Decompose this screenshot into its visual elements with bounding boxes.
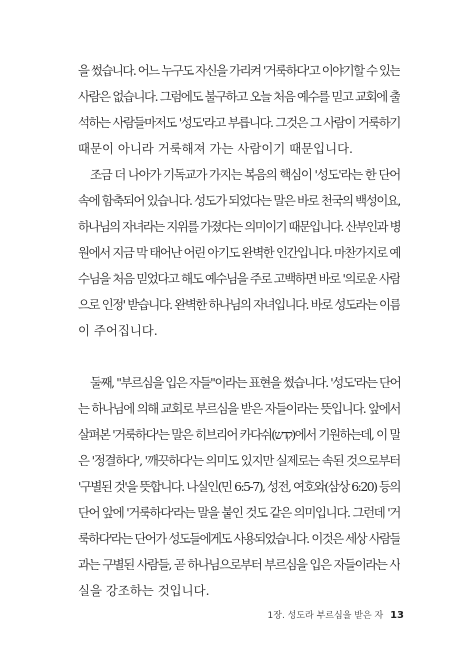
text-line: 이 주어집니다.	[78, 323, 158, 338]
text-line: 수님을 처음 믿었다고 해도 예수님을 주로 고백하면 바로 '의로운 사람	[78, 271, 400, 286]
text-line: 실을 강조하는 것입니다.	[78, 583, 210, 598]
text-line: 하나님의 자녀라는 지위를 가졌다는 의미이기 때문입니다. 산부인과 병	[78, 219, 400, 234]
page-footer	[268, 608, 404, 621]
text-line: 석하는 사람들마저도 '성도'라고 부릅니다. 그것은 그 사람이 거룩하기	[78, 115, 400, 130]
text-line: 조금 더 나아가 기독교가 가지는 복음의 핵심이 '성도'라는 한 단어	[90, 167, 400, 182]
text-line: 살펴본 '거룩하다'는 말은 히브리어 카다쉬(קדש)에서 기원하는데, 이 말	[78, 427, 400, 442]
text-line: 사람은 없습니다. 그럼에도 불구하고 오늘 처음 예수를 믿고 교회에 출	[78, 89, 400, 104]
text-line: 속에 함축되어 있습니다. 성도가 되었다는 말은 바로 천국의 백성이요,	[78, 193, 400, 208]
text-line: 원에서 지금 막 태어난 어린 아기도 완벽한 인간입니다. 마찬가지로 예	[78, 245, 400, 260]
text-line: 둘째, "부르심을 입은 자들"이라는 표현을 썼습니다. '성도'라는 단어	[90, 375, 400, 390]
text-line: 때문이 아니라 거룩해져 가는 사람이기 때문입니다.	[78, 141, 353, 156]
paragraph-second-point	[78, 370, 400, 604]
text-line: '구별된 것'을 뜻합니다. 나실인(민 6:5-7), 성전, 여호와(삼상 6:20) 등의	[78, 479, 400, 494]
running-title: 1장. 성도라 부르심을 받은 자	[267, 611, 384, 621]
paragraph-continued	[78, 58, 400, 162]
text-line: 은 '정결하다', '깨끗하다'는 의미도 있지만 실제로는 속된 것으로부터	[78, 453, 400, 468]
text-line: 는 하나님에 의해 교회로 부르심을 받은 자들이라는 뜻입니다. 앞에서	[78, 401, 400, 416]
text-line: 과는 구별된 사람들, 곧 하나님으로부터 부르심을 입은 자들이라는 사	[78, 557, 400, 572]
page-number: 13	[390, 610, 404, 621]
text-line: 을 썼습니다. 어느 누구도 자신을 가리켜 '거룩하다'고 이야기할 수 있는	[78, 63, 400, 78]
text-line: 으로 인정' 받습니다. 완벽한 하나님의 자녀입니다. 바로 성도라는 이름	[78, 297, 400, 312]
text-line: 단어 앞에 '거룩하다'라는 말을 붙인 것도 같은 의미입니다. 그런데 '거	[78, 505, 400, 520]
text-line: 룩하다'라는 단어가 성도들에게도 사용되었습니다. 이것은 세상 사람들	[78, 531, 400, 546]
paragraph-gospel-core	[78, 162, 400, 344]
